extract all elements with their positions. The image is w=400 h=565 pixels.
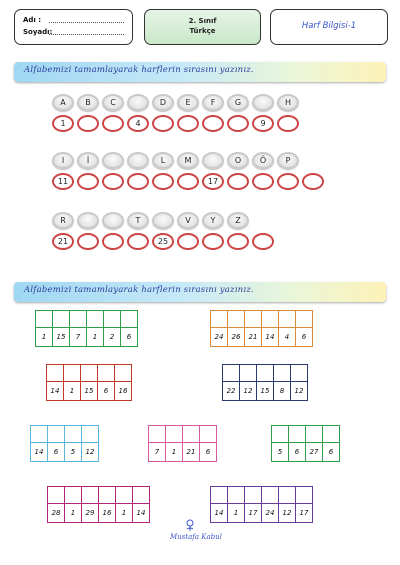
table-column bbox=[132, 487, 149, 522]
number-cell: 21 bbox=[186, 448, 196, 456]
number-oval[interactable] bbox=[152, 115, 174, 132]
number-oval: 4 bbox=[127, 115, 149, 132]
letter-oval[interactable] bbox=[202, 152, 224, 169]
letter-cell[interactable] bbox=[257, 365, 273, 382]
table-column bbox=[81, 426, 98, 461]
letter-oval: M bbox=[177, 152, 199, 169]
table-column bbox=[199, 426, 216, 461]
number-cell: 6 bbox=[103, 387, 109, 395]
table-column bbox=[69, 311, 86, 346]
table-column bbox=[47, 365, 63, 400]
letter-oval: T bbox=[127, 212, 149, 229]
table-column bbox=[98, 487, 115, 522]
letter-cell[interactable] bbox=[31, 426, 47, 443]
letter-oval: Z bbox=[227, 212, 249, 229]
number-cell: 14 bbox=[50, 387, 60, 395]
number-cell: 16 bbox=[118, 387, 128, 395]
section1-instruction: Alfabemizi tamamlayarak harflerin sırasını yazınız. bbox=[24, 65, 254, 75]
number-oval[interactable] bbox=[127, 233, 149, 250]
number-cell: 17 bbox=[299, 509, 309, 517]
number-cell: 15 bbox=[260, 387, 270, 395]
surname-field[interactable] bbox=[49, 26, 124, 35]
letter-oval: L bbox=[152, 152, 174, 169]
table-column bbox=[182, 426, 199, 461]
surname-row bbox=[23, 26, 132, 38]
number-cell: 1 bbox=[70, 509, 76, 517]
table-column bbox=[97, 365, 114, 400]
number-cell: 5 bbox=[70, 448, 76, 456]
number-cell: 29 bbox=[85, 509, 95, 517]
subject-label: Türkçe bbox=[189, 27, 216, 35]
number-cell: 8 bbox=[279, 387, 285, 395]
number-cell: 6 bbox=[328, 448, 334, 456]
table-column bbox=[149, 426, 165, 461]
number-oval[interactable] bbox=[102, 173, 124, 190]
letter-cell[interactable] bbox=[48, 487, 64, 504]
number-table bbox=[47, 486, 150, 523]
letter-oval: İ bbox=[77, 152, 99, 169]
table-column bbox=[86, 311, 103, 346]
letter-oval: O bbox=[227, 152, 249, 169]
letter-cell[interactable] bbox=[36, 311, 52, 328]
author-signature: Mustafa Kabul bbox=[170, 533, 222, 541]
number-cell: 12 bbox=[282, 509, 292, 517]
number-cell: 14 bbox=[34, 448, 44, 456]
number-oval[interactable] bbox=[177, 173, 199, 190]
table-column bbox=[31, 426, 47, 461]
table-column bbox=[114, 365, 131, 400]
letter-cell[interactable] bbox=[65, 487, 81, 504]
letter-oval: D bbox=[152, 94, 174, 111]
flower-icon bbox=[183, 518, 197, 532]
number-oval[interactable] bbox=[127, 173, 149, 190]
number-oval: 25 bbox=[152, 233, 174, 250]
number-cell: 4 bbox=[284, 333, 290, 341]
table-column bbox=[120, 311, 137, 346]
letter-oval: R bbox=[52, 212, 74, 229]
number-cell: 7 bbox=[154, 448, 160, 456]
table-column bbox=[64, 426, 81, 461]
number-cell: 12 bbox=[243, 387, 253, 395]
name-label: Adı : bbox=[23, 16, 42, 24]
number-cell: 16 bbox=[102, 509, 112, 517]
number-oval: 17 bbox=[202, 173, 224, 190]
alphabet-group-3 bbox=[52, 212, 274, 250]
number-cell: 17 bbox=[248, 509, 258, 517]
number-oval[interactable] bbox=[77, 115, 99, 132]
letter-cell[interactable] bbox=[116, 487, 132, 504]
letter-cell[interactable] bbox=[70, 311, 86, 328]
letter-oval[interactable] bbox=[152, 212, 174, 229]
number-cell: 1 bbox=[69, 387, 75, 395]
table-column bbox=[36, 311, 52, 346]
number-cell: 6 bbox=[301, 333, 307, 341]
section1-banner bbox=[14, 62, 386, 82]
number-cell: 6 bbox=[205, 448, 211, 456]
table-column bbox=[278, 311, 295, 346]
letter-cell[interactable] bbox=[245, 311, 261, 328]
number-cell: 24 bbox=[265, 509, 275, 517]
number-table bbox=[148, 425, 217, 462]
number-oval[interactable] bbox=[202, 115, 224, 132]
table-column bbox=[81, 487, 98, 522]
table-column bbox=[256, 365, 273, 400]
letter-cell[interactable] bbox=[296, 487, 312, 504]
number-oval[interactable] bbox=[302, 173, 324, 190]
number-oval[interactable] bbox=[227, 173, 249, 190]
number-oval[interactable] bbox=[202, 233, 224, 250]
number-cell: 24 bbox=[214, 333, 224, 341]
number-cell: 21 bbox=[248, 333, 258, 341]
letter-cell[interactable] bbox=[149, 426, 165, 443]
worksheet-title: Harf Bilgisi-1 bbox=[270, 9, 388, 45]
number-cell: 28 bbox=[51, 509, 61, 517]
letter-oval[interactable] bbox=[252, 94, 274, 111]
number-table bbox=[210, 486, 313, 523]
table-column bbox=[211, 487, 227, 522]
letter-oval: H bbox=[277, 94, 299, 111]
letter-oval[interactable] bbox=[127, 94, 149, 111]
letter-oval[interactable] bbox=[77, 212, 99, 229]
table-column bbox=[227, 311, 244, 346]
letter-oval: F bbox=[202, 94, 224, 111]
table-column bbox=[47, 426, 64, 461]
number-cell: 1 bbox=[41, 333, 47, 341]
letter-cell[interactable] bbox=[274, 365, 290, 382]
number-oval[interactable] bbox=[277, 173, 299, 190]
table-column bbox=[272, 426, 288, 461]
letter-cell[interactable] bbox=[296, 311, 312, 328]
table-column bbox=[63, 365, 80, 400]
letter-cell[interactable] bbox=[65, 426, 81, 443]
letter-oval[interactable] bbox=[102, 152, 124, 169]
table-column bbox=[261, 311, 278, 346]
letter-cell[interactable] bbox=[98, 365, 114, 382]
number-cell: 6 bbox=[53, 448, 59, 456]
class-info-box bbox=[144, 9, 261, 45]
number-cell: 15 bbox=[84, 387, 94, 395]
letter-oval: V bbox=[177, 212, 199, 229]
letter-cell[interactable] bbox=[245, 487, 261, 504]
letter-cell[interactable] bbox=[211, 487, 227, 504]
table-column bbox=[278, 487, 295, 522]
number-oval: 9 bbox=[252, 115, 274, 132]
number-cell: 27 bbox=[309, 448, 319, 456]
letter-oval[interactable] bbox=[102, 212, 124, 229]
letter-cell[interactable] bbox=[121, 311, 137, 328]
letter-cell[interactable] bbox=[306, 426, 322, 443]
section2-banner bbox=[14, 282, 386, 302]
letter-cell[interactable] bbox=[133, 487, 149, 504]
number-oval[interactable] bbox=[277, 115, 299, 132]
letter-cell[interactable] bbox=[81, 365, 97, 382]
number-cell: 1 bbox=[121, 509, 127, 517]
number-cell: 6 bbox=[294, 448, 300, 456]
letter-cell[interactable] bbox=[166, 426, 182, 443]
grade-label: 2. Sınıf bbox=[188, 17, 217, 25]
letter-cell[interactable] bbox=[262, 487, 278, 504]
number-oval[interactable] bbox=[77, 173, 99, 190]
number-cell: 15 bbox=[56, 333, 66, 341]
table-column bbox=[223, 365, 239, 400]
letter-cell[interactable] bbox=[82, 426, 98, 443]
table-column bbox=[115, 487, 132, 522]
number-cell: 1 bbox=[92, 333, 98, 341]
table-column bbox=[64, 487, 81, 522]
letter-cell[interactable] bbox=[87, 311, 103, 328]
letter-cell[interactable] bbox=[48, 426, 64, 443]
number-table bbox=[271, 425, 340, 462]
number-cell: 22 bbox=[226, 387, 236, 395]
letter-cell[interactable] bbox=[99, 487, 115, 504]
number-cell: 1 bbox=[171, 448, 177, 456]
table-column bbox=[244, 487, 261, 522]
letter-cell[interactable] bbox=[262, 311, 278, 328]
letter-oval: E bbox=[177, 94, 199, 111]
letter-cell[interactable] bbox=[228, 487, 244, 504]
table-column bbox=[322, 426, 339, 461]
number-cell: 2 bbox=[109, 333, 115, 341]
table-column bbox=[261, 487, 278, 522]
letter-oval[interactable] bbox=[127, 152, 149, 169]
table-column bbox=[239, 365, 256, 400]
table-column bbox=[305, 426, 322, 461]
section2-instruction: Alfabemizi tamamlayarak harflerin sırasını yazınız. bbox=[24, 285, 254, 295]
table-column bbox=[211, 311, 227, 346]
table-column bbox=[52, 311, 69, 346]
number-cell: 7 bbox=[75, 333, 81, 341]
letter-cell[interactable] bbox=[223, 365, 239, 382]
letter-cell[interactable] bbox=[323, 426, 339, 443]
table-column bbox=[273, 365, 290, 400]
number-cell: 14 bbox=[265, 333, 275, 341]
letter-cell[interactable] bbox=[53, 311, 69, 328]
letter-oval: B bbox=[77, 94, 99, 111]
number-table bbox=[35, 310, 138, 347]
number-cell: 6 bbox=[126, 333, 132, 341]
number-table bbox=[210, 310, 313, 347]
number-table bbox=[222, 364, 308, 401]
number-oval[interactable] bbox=[102, 115, 124, 132]
table-column bbox=[80, 365, 97, 400]
letter-cell[interactable] bbox=[240, 365, 256, 382]
letter-cell[interactable] bbox=[183, 426, 199, 443]
number-oval[interactable] bbox=[152, 173, 174, 190]
number-table bbox=[30, 425, 99, 462]
letter-oval: Y bbox=[202, 212, 224, 229]
number-cell: 5 bbox=[277, 448, 283, 456]
number-oval[interactable] bbox=[177, 233, 199, 250]
letter-cell[interactable] bbox=[64, 365, 80, 382]
number-cell: 12 bbox=[294, 387, 304, 395]
number-oval[interactable] bbox=[177, 115, 199, 132]
number-oval[interactable] bbox=[252, 233, 274, 250]
name-row bbox=[23, 14, 132, 26]
number-cell: 26 bbox=[231, 333, 241, 341]
letter-cell[interactable] bbox=[279, 487, 295, 504]
number-oval[interactable] bbox=[227, 115, 249, 132]
table-column bbox=[103, 311, 120, 346]
number-cell: 12 bbox=[85, 448, 95, 456]
table-column bbox=[288, 426, 305, 461]
letter-cell[interactable] bbox=[279, 311, 295, 328]
table-column bbox=[290, 365, 307, 400]
letter-oval: G bbox=[227, 94, 249, 111]
letter-cell[interactable] bbox=[211, 311, 227, 328]
letter-oval: A bbox=[52, 94, 74, 111]
number-oval: 1 bbox=[52, 115, 74, 132]
surname-label: Soyadı: bbox=[23, 28, 53, 36]
table-column bbox=[48, 487, 64, 522]
number-oval[interactable] bbox=[77, 233, 99, 250]
number-oval: 11 bbox=[52, 173, 74, 190]
letter-oval: I bbox=[52, 152, 74, 169]
letter-cell[interactable] bbox=[47, 365, 63, 382]
table-column bbox=[295, 487, 312, 522]
letter-cell[interactable] bbox=[228, 311, 244, 328]
letter-cell[interactable] bbox=[289, 426, 305, 443]
alphabet-group-2 bbox=[52, 152, 324, 190]
student-info-box bbox=[14, 9, 133, 45]
alphabet-group-1 bbox=[52, 94, 299, 132]
number-oval[interactable] bbox=[252, 173, 274, 190]
table-column bbox=[295, 311, 312, 346]
table-column bbox=[227, 487, 244, 522]
name-field[interactable] bbox=[49, 14, 124, 23]
letter-cell[interactable] bbox=[115, 365, 131, 382]
letter-oval: Ö bbox=[252, 152, 274, 169]
number-cell: 14 bbox=[136, 509, 146, 517]
number-oval[interactable] bbox=[227, 233, 249, 250]
letter-cell[interactable] bbox=[272, 426, 288, 443]
table-column bbox=[244, 311, 261, 346]
number-table bbox=[46, 364, 132, 401]
letter-cell[interactable] bbox=[104, 311, 120, 328]
number-oval[interactable] bbox=[102, 233, 124, 250]
number-cell: 1 bbox=[233, 509, 239, 517]
number-cell: 14 bbox=[214, 509, 224, 517]
letter-cell[interactable] bbox=[82, 487, 98, 504]
letter-oval: P bbox=[277, 152, 299, 169]
number-oval: 21 bbox=[52, 233, 74, 250]
letter-cell[interactable] bbox=[200, 426, 216, 443]
letter-cell[interactable] bbox=[291, 365, 307, 382]
letter-oval: C bbox=[102, 94, 124, 111]
table-column bbox=[165, 426, 182, 461]
